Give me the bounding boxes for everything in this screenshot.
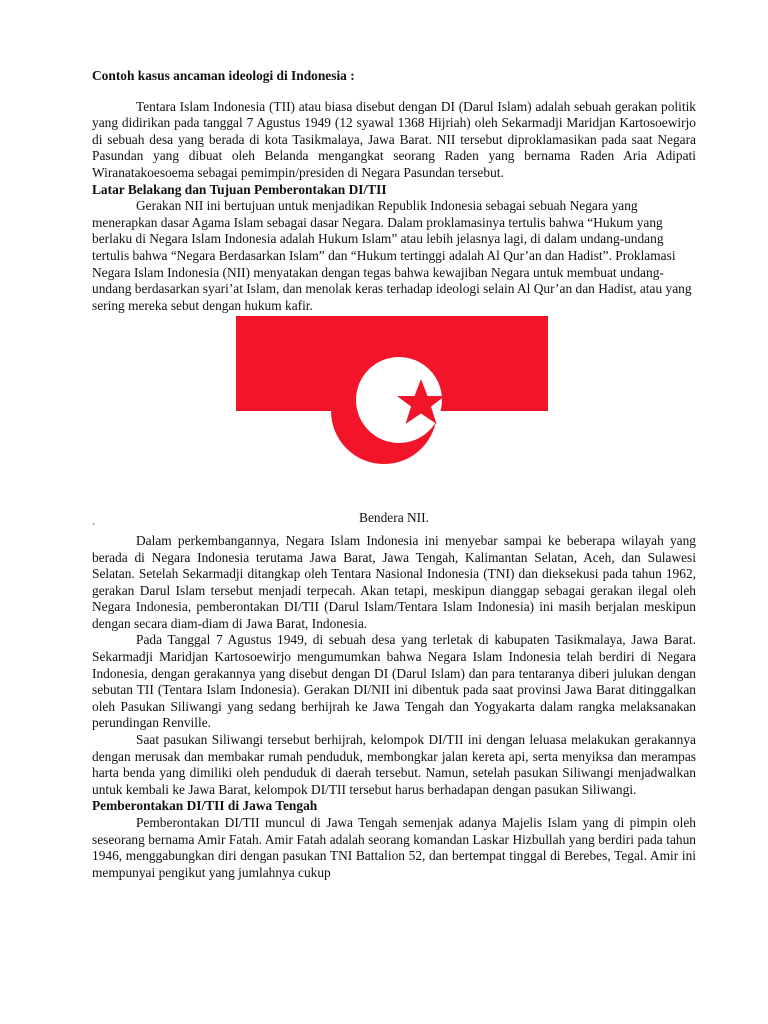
section-heading-background: Latar Belakang dan Tujuan Pemberontakan DI/TII [92, 181, 387, 197]
central-java-paragraph: Pemberontakan DI/TII muncul di Jawa Tengah semenjak adanya Majelis Islam yang di pimpin oleh seseorang bernama Amir Fatah. Amir Fatah adalah seorang komandan Laskar Hizbullah yang berdiri pada tahun 1946, menggabungkan diri dengan pasukan TNI Battalion 52, dan bertempat tinggal di Berebes, Tegal. Amir ini mempunyai pengikut yang jumlahnya cukup [92, 815, 696, 880]
background-paragraph: Gerakan NII ini bertujuan untuk menjadikan Republik Indonesia sebagai sebuah Negara yang menerapkan dasar Agama Islam sebagai dasar Negara. Dalam proklamasinya tertulis bahwa “Hukum yang berlaku di Negara Islam Indonesia adalah Hukum Islam” atau lebih jelasnya lagi, di dalam undang-undang tertulis bahwa “Negara Berdasarkan Islam” dan “Hukum tertinggi adalah Al Qur’an dan Hadist”. Proklamasi Negara Islam Indonesia (NII) menyatakan dengan tegas bahwa kewajiban Negara untuk membuat undang-undang berdasarkan syari’at Islam, dan menolak keras terhadap ideologi selain Al Qur’an dan Hadist, atau yang sering mereka sebut dengan hukum kafir. [92, 198, 692, 313]
nii-flag-image [236, 316, 548, 506]
development-paragraph: Dalam perkembangannya, Negara Islam Indonesia ini menyebar sampai ke beberapa wilayah yang berada di Negara Indonesia terutama Jawa Barat, Jawa Tengah, Kalimantan Selatan, Aceh, dan Sulawesi Selatan. Setelah Sekarmadji ditangkap oleh Tentara Nasional Indonesia (TNI) dan dieksekusi pada tahun 1962, gerakan Darul Islam tersebut menjadi terpecah. Akan tetapi, meskipun dianggap sebagai gerakan ilegal oleh Negara Indonesia, pemberontakan DI/TII (Darul Islam/Tentara Islam Indonesia) ini masih berjalan meskipun dengan secara diam-diam di Jawa Barat, Indonesia. [92, 532, 696, 631]
flag-figure [92, 316, 696, 506]
siliwangi-paragraph: Saat pasukan Siliwangi tersebut berhijrah, kelompok DI/TII ini dengan leluasa melakukan gerakannya dengan merusak dan membakar rumah penduduk, membongkar jalan kereta api, serta menyiksa dan merampas harta benda yang dimiliki oleh penduduk di daerah tersebut. Namun, setelah pasukan Siliwangi menjadwalkan untuk kembali ke Jawa Barat, kelompok DI/TII tersebut harus berhadapan dengan pasukan Siliwangi. [92, 732, 696, 797]
section-heading-central-java: Pemberontakan DI/TII di Jawa Tengah [92, 798, 318, 814]
stray-mark: ` [92, 522, 96, 534]
intro-paragraph: Tentara Islam Indonesia (TII) atau biasa disebut dengan DI (Darul Islam) adalah sebuah gerakan politik yang didirikan pada tanggal 7 Agustus 1949 (12 syawal 1368 Hijriah) oleh Sekarmadji Maridjan Kartosoewirjo di sebuah desa yang berada di kota Tasikmalaya, Jawa Barat. NII tersebut diproklamasikan pada saat Negara Pasundan yang dibuat oleh Belanda mengangkat seorang Raden yang bernama Raden Aria Adipati Wiranatakoesoema sebagai pemimpin/presiden di Negara Pasundan tersebut. [92, 98, 696, 180]
document-page [92, 68, 696, 881]
tasikmalaya-paragraph: Pada Tanggal 7 Agustus 1949, di sebuah desa yang terletak di kabupaten Tasikmalaya, Jawa Barat. Sekarmadji Maridjan Kartosoewirjo mengumumkan bahwa Negara Islam Indonesia telah berdiri di Negara Indonesia, dengan gerakannya yang disebut dengan DI (Darul Islam) dan para tentaranya diberi julukan dengan sebutan TII (Tentara Islam Indonesia). Gerakan DI/NII ini dibentuk pada saat provinsi Jawa Barat ditinggalkan oleh Pasukan Siliwangi yang sedang berhijrah ke Jawa Tengah dan Yogyakarta dalam rangka melaksanakan perundingan Renville. [92, 632, 696, 731]
document-title: Contoh kasus ancaman ideologi di Indonesia : [92, 68, 355, 83]
flag-caption: Bendera NII. [359, 510, 429, 526]
